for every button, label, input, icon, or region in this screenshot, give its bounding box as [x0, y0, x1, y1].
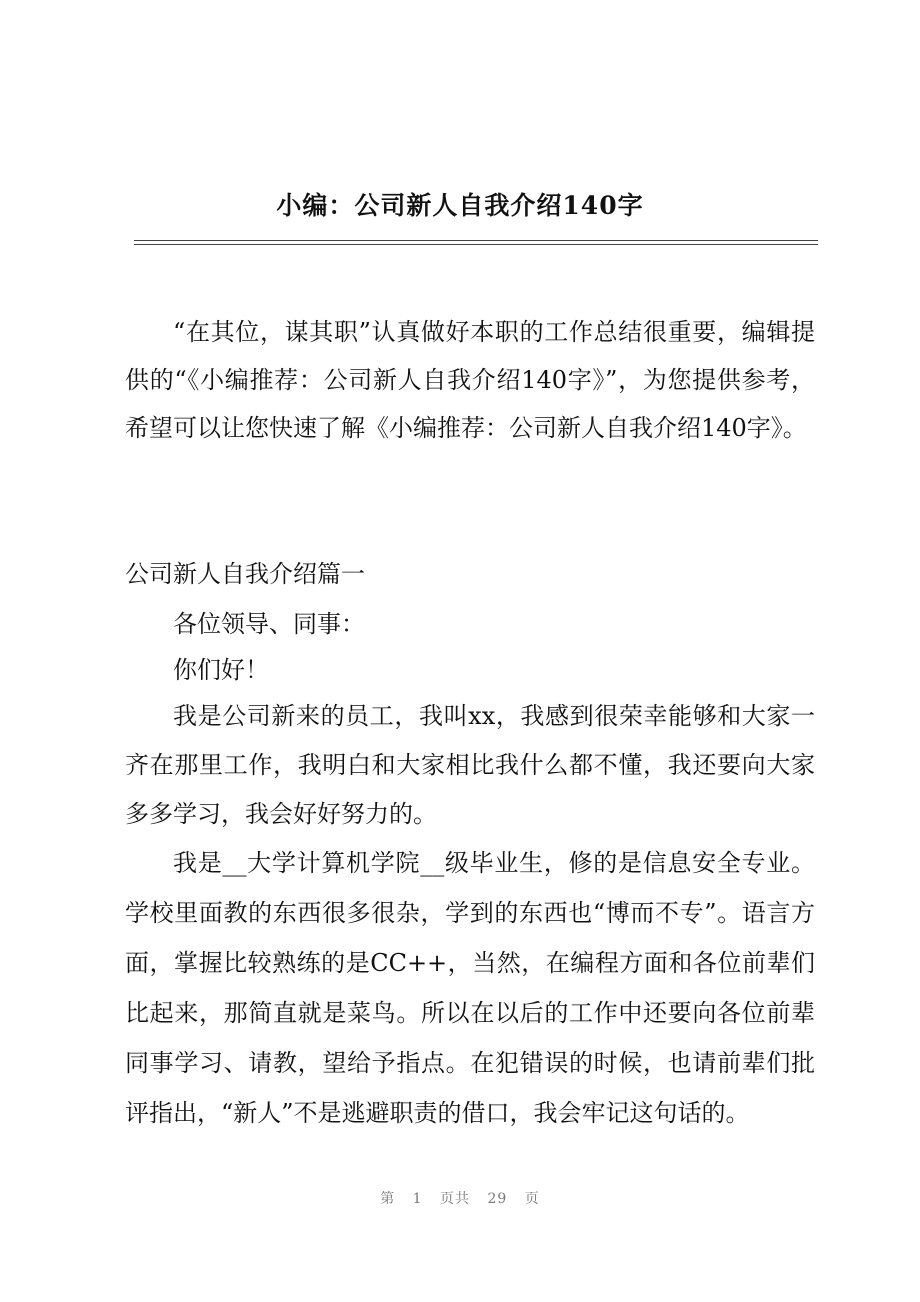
intro-paragraph: “在其位，谋其职”认真做好本职的工作总结很重要，编辑提供的“《小编推荐：公司新人自我介绍140字》”，为您提供参考，希望可以让您快速了解《小编推荐：公司新人自我介绍140字》。 — [125, 318, 815, 442]
footer-current-page: 1 — [412, 1191, 423, 1207]
body-paragraph-2: 我是__大学计算机学院__级毕业生，修的是信息安全专业。学校里面教的东西很多很杂，学到的东西也“博而不专”。语言方面，掌握比较熟练的是CC++，当然，在编程方面和各位前辈们比起来，那简直就是菜鸟。所以在以后的工作中还要向各位前辈同事学习、请教，望给予指点。在犯错误的时候，也请前辈们批评指出，“新人”不是逃避职责的借口，我会牢记这句话的。 — [125, 849, 815, 1127]
footer-total-pages: 29 — [487, 1191, 508, 1207]
body-paragraph-1: 我是公司新来的员工，我叫xx，我感到很荣幸能够和大家一齐在那里工作，我明白和大家相比我什么都不懂，我还要向大家多多学习，我会好好努力的。 — [125, 702, 815, 828]
document-title: 小编：公司新人自我介绍140字 — [276, 191, 644, 220]
page-footer — [0, 1188, 920, 1208]
section-heading: 公司新人自我介绍篇一 — [125, 560, 365, 588]
greeting-line: 各位领导、同事： — [173, 610, 365, 638]
title-divider — [134, 240, 818, 245]
greeting-hello: 你们好！ — [173, 656, 269, 684]
footer-label-page: 第 — [380, 1191, 396, 1207]
footer-label-end: 页 — [524, 1191, 540, 1207]
footer-label-of: 页共 — [440, 1191, 471, 1207]
